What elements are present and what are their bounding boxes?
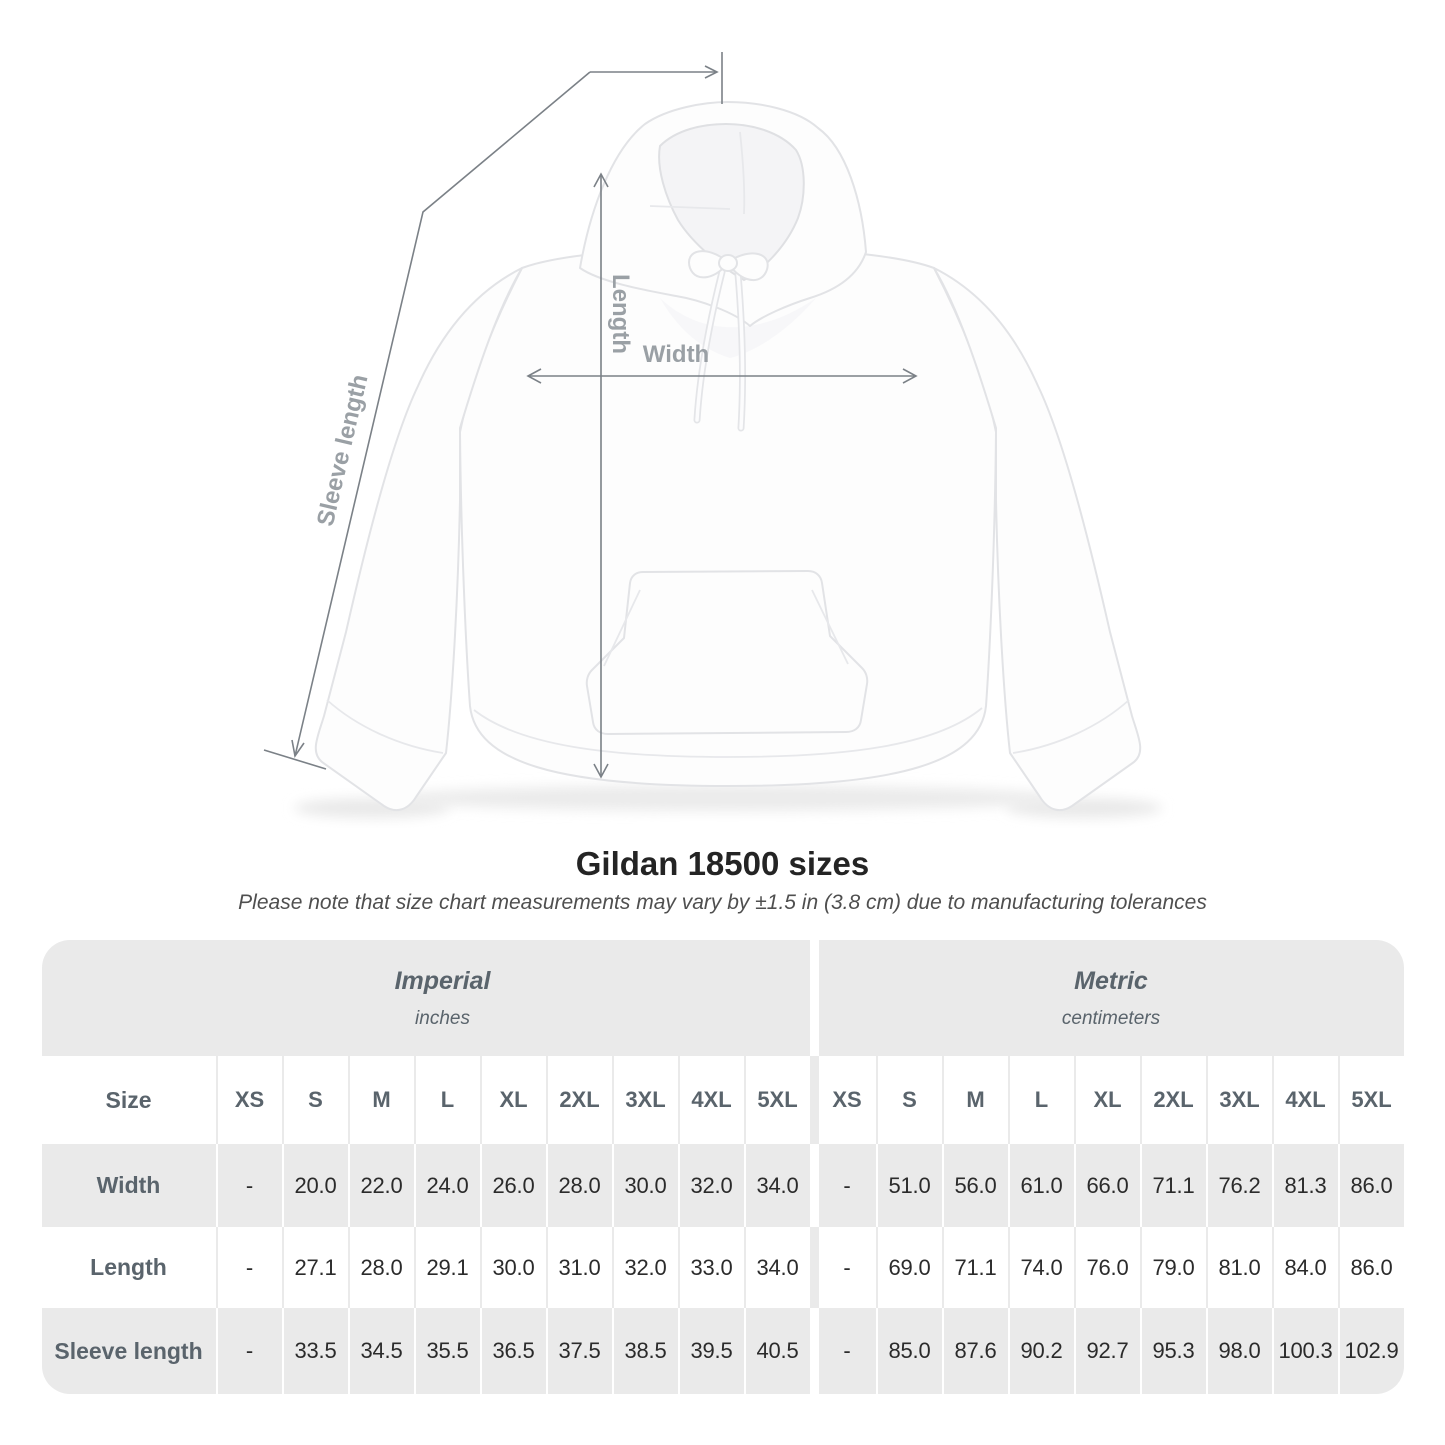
- sleeve-length-imperial-4xl: 39.5: [678, 1308, 744, 1394]
- length-metric-4xl: 84.0: [1272, 1227, 1338, 1308]
- size-header-imperial-5xl: 5XL: [744, 1056, 810, 1144]
- sleeve-length-metric-xs: -: [810, 1308, 876, 1394]
- width-imperial-5xl: 34.0: [744, 1144, 810, 1227]
- length-metric-xs: -: [810, 1227, 876, 1308]
- length-imperial-5xl: 34.0: [744, 1227, 810, 1308]
- sleeve-length-imperial-xs: -: [216, 1308, 282, 1394]
- metric-section-header: [810, 940, 1404, 1056]
- size-table: [42, 940, 1404, 1394]
- width-metric-2xl: 71.1: [1140, 1144, 1206, 1227]
- metric-title: Metric: [1074, 966, 1148, 995]
- metric-unit: centimeters: [1061, 1007, 1161, 1029]
- length-imperial-3xl: 32.0: [612, 1227, 678, 1308]
- width-metric-xl: 66.0: [1074, 1144, 1140, 1227]
- sleeve-length-imperial-3xl: 38.5: [612, 1308, 678, 1394]
- ground-shadow: [294, 785, 1162, 818]
- length-label: Length: [607, 274, 634, 354]
- length-imperial-2xl: 31.0: [546, 1227, 612, 1308]
- page-title: Gildan 18500 sizes: [575, 845, 870, 882]
- width-metric-m: 56.0: [942, 1144, 1008, 1227]
- size-header-imperial-xs: XS: [216, 1056, 282, 1144]
- row-label-sleeve-length: Sleeve length: [42, 1308, 216, 1394]
- size-header-metric-s: S: [876, 1056, 942, 1144]
- width-imperial-3xl: 30.0: [612, 1144, 678, 1227]
- imperial-unit: inches: [415, 1007, 470, 1029]
- length-imperial-m: 28.0: [348, 1227, 414, 1308]
- size-header-metric-3xl: 3XL: [1206, 1056, 1272, 1144]
- width-metric-s: 51.0: [876, 1144, 942, 1227]
- title-block: [0, 844, 1445, 916]
- sleeve-length-imperial-5xl: 40.5: [744, 1308, 810, 1394]
- length-imperial-s: 27.1: [282, 1227, 348, 1308]
- width-metric-4xl: 81.3: [1272, 1144, 1338, 1227]
- width-metric-xs: -: [810, 1144, 876, 1227]
- width-imperial-s: 20.0: [282, 1144, 348, 1227]
- sleeve-length-metric-s: 85.0: [876, 1308, 942, 1394]
- size-header-metric-xs: XS: [810, 1056, 876, 1144]
- length-metric-s: 69.0: [876, 1227, 942, 1308]
- sleeve-length-metric-xl: 92.7: [1074, 1308, 1140, 1394]
- sleeve-length-imperial-l: 35.5: [414, 1308, 480, 1394]
- width-imperial-4xl: 32.0: [678, 1144, 744, 1227]
- row-label-width: Width: [42, 1144, 216, 1227]
- size-header-imperial-4xl: 4XL: [678, 1056, 744, 1144]
- size-header-metric-xl: XL: [1074, 1056, 1140, 1144]
- width-metric-3xl: 76.2: [1206, 1144, 1272, 1227]
- length-metric-3xl: 81.0: [1206, 1227, 1272, 1308]
- width-label: Width: [642, 341, 710, 368]
- length-metric-5xl: 86.0: [1338, 1227, 1404, 1308]
- width-imperial-xs: -: [216, 1144, 282, 1227]
- length-metric-xl: 76.0: [1074, 1227, 1140, 1308]
- size-column-header: Size: [42, 1056, 216, 1144]
- sleeve-length-imperial-xl: 36.5: [480, 1308, 546, 1394]
- length-metric-m: 71.1: [942, 1227, 1008, 1308]
- sleeve-length-imperial-2xl: 37.5: [546, 1308, 612, 1394]
- size-header-metric-5xl: 5XL: [1338, 1056, 1404, 1144]
- size-header-imperial-2xl: 2XL: [546, 1056, 612, 1144]
- size-header-imperial-s: S: [282, 1056, 348, 1144]
- width-metric-5xl: 86.0: [1338, 1144, 1404, 1227]
- length-metric-2xl: 79.0: [1140, 1227, 1206, 1308]
- width-imperial-xl: 26.0: [480, 1144, 546, 1227]
- size-header-metric-m: M: [942, 1056, 1008, 1144]
- sleeve-length-metric-2xl: 95.3: [1140, 1308, 1206, 1394]
- sleeve-length-metric-m: 87.6: [942, 1308, 1008, 1394]
- sleeve-length-metric-3xl: 98.0: [1206, 1308, 1272, 1394]
- length-imperial-xs: -: [216, 1227, 282, 1308]
- size-header-metric-l: L: [1008, 1056, 1074, 1144]
- size-header-metric-4xl: 4XL: [1272, 1056, 1338, 1144]
- width-imperial-m: 22.0: [348, 1144, 414, 1227]
- imperial-title: Imperial: [394, 966, 491, 995]
- width-imperial-l: 24.0: [414, 1144, 480, 1227]
- sleeve-length-imperial-m: 34.5: [348, 1308, 414, 1394]
- sleeve-length-label: Sleeve length: [311, 371, 374, 529]
- size-header-imperial-l: L: [414, 1056, 480, 1144]
- width-metric-l: 61.0: [1008, 1144, 1074, 1227]
- length-imperial-xl: 30.0: [480, 1227, 546, 1308]
- width-imperial-2xl: 28.0: [546, 1144, 612, 1227]
- row-label-length: Length: [42, 1227, 216, 1308]
- sleeve-length-metric-l: 90.2: [1008, 1308, 1074, 1394]
- imperial-section-header: [42, 940, 810, 1056]
- length-metric-l: 74.0: [1008, 1227, 1074, 1308]
- sleeve-length-metric-5xl: 102.9: [1338, 1308, 1404, 1394]
- size-header-metric-2xl: 2XL: [1140, 1056, 1206, 1144]
- sleeve-length-imperial-s: 33.5: [282, 1308, 348, 1394]
- length-imperial-4xl: 33.0: [678, 1227, 744, 1308]
- size-header-imperial-3xl: 3XL: [612, 1056, 678, 1144]
- tolerance-note: Please note that size chart measurements may vary by ±1.5 in (3.8 cm) due to manufacturing tolerances: [238, 891, 1207, 914]
- sleeve-length-metric-4xl: 100.3: [1272, 1308, 1338, 1394]
- size-header-imperial-xl: XL: [480, 1056, 546, 1144]
- length-imperial-l: 29.1: [414, 1227, 480, 1308]
- size-header-imperial-m: M: [348, 1056, 414, 1144]
